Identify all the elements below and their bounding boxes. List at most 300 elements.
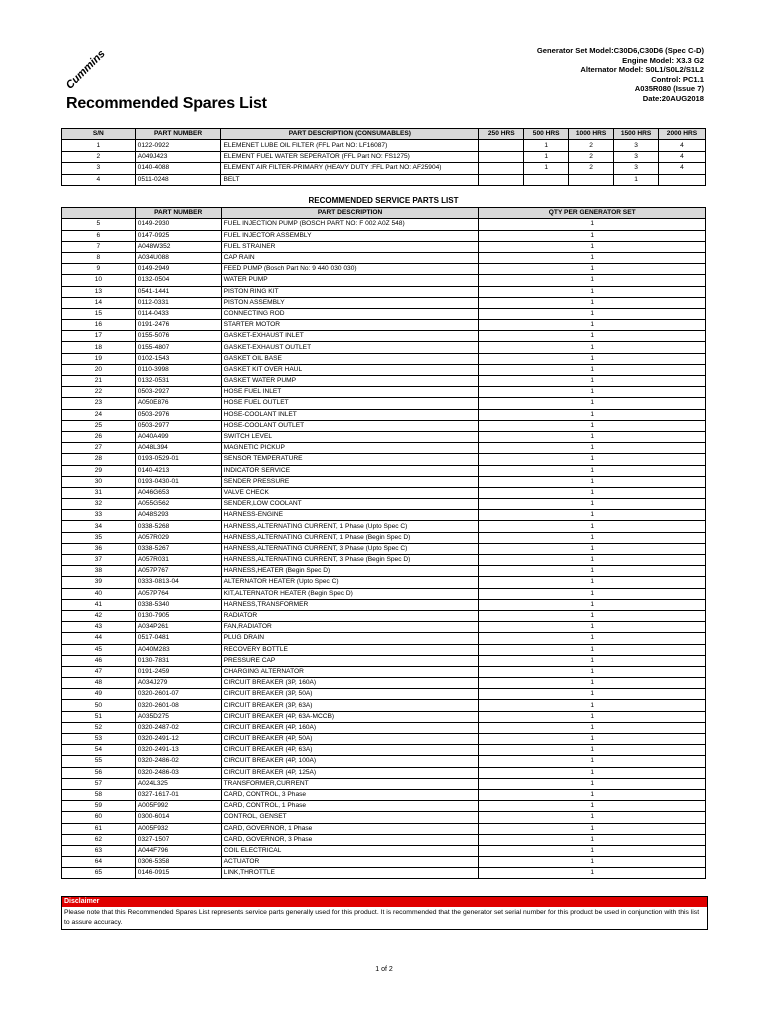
table-cell: PLUG DRAIN bbox=[221, 633, 479, 644]
consumables-header-0: S/N bbox=[62, 129, 136, 140]
table-cell: HARNESS,ALTERNATING CURRENT, 1 Phase (Upto Spec C) bbox=[221, 521, 479, 532]
table-cell: INDICATOR SERVICE bbox=[221, 465, 479, 476]
table-row bbox=[62, 454, 706, 465]
table-cell: ELEMENET LUBE OIL FILTER (FFL Part NO: LF16087) bbox=[221, 140, 479, 151]
table-cell: 1 bbox=[479, 566, 706, 577]
table-cell: 1 bbox=[479, 689, 706, 700]
table-row bbox=[62, 633, 706, 644]
table-cell: 7 bbox=[62, 241, 136, 252]
table-cell: SWITCH LEVEL bbox=[221, 431, 479, 442]
consumables-header-3: 250 HRS bbox=[479, 129, 524, 140]
table-row bbox=[62, 297, 706, 308]
table-cell: 33 bbox=[62, 510, 136, 521]
table-cell: HOSE FUEL INLET bbox=[221, 387, 479, 398]
table-cell: CIRCUIT BREAKER (4P, 160A) bbox=[221, 722, 479, 733]
table-cell: GASKET KIT OVER HAUL bbox=[221, 364, 479, 375]
table-cell: 1 bbox=[479, 622, 706, 633]
table-cell: 6 bbox=[62, 230, 136, 241]
table-cell: 1 bbox=[479, 868, 706, 879]
table-cell: CARD, CONTROL, 1 Phase bbox=[221, 801, 479, 812]
table-row bbox=[62, 599, 706, 610]
table-cell: 54 bbox=[62, 745, 136, 756]
table-cell: 1 bbox=[479, 364, 706, 375]
table-cell: 43 bbox=[62, 622, 136, 633]
table-cell: CONTROL, GENSET bbox=[221, 812, 479, 823]
disclaimer-heading: Disclaimer bbox=[62, 897, 707, 907]
table-cell: 56 bbox=[62, 767, 136, 778]
table-row bbox=[62, 555, 706, 566]
table-cell: 1 bbox=[479, 476, 706, 487]
table-cell: 3 bbox=[614, 151, 659, 162]
table-row bbox=[62, 264, 706, 275]
table-cell: 0149-2949 bbox=[135, 264, 221, 275]
table-cell: 1 bbox=[479, 700, 706, 711]
table-cell: 59 bbox=[62, 801, 136, 812]
table-cell: PISTON RING KIT bbox=[221, 286, 479, 297]
table-cell: 57 bbox=[62, 778, 136, 789]
table-cell: 0193-0430-01 bbox=[135, 476, 221, 487]
table-cell: CARD, GOVERNOR, 1 Phase bbox=[221, 823, 479, 834]
table-cell: 0114-0433 bbox=[135, 308, 221, 319]
table-cell: 0511-0248 bbox=[135, 174, 221, 185]
table-cell bbox=[479, 151, 524, 162]
page-number: 1 of 2 bbox=[375, 966, 393, 973]
table-cell: 38 bbox=[62, 566, 136, 577]
service-parts-table bbox=[61, 207, 706, 879]
table-row bbox=[62, 151, 706, 162]
table-cell: TRANSFORMER,CURRENT bbox=[221, 778, 479, 789]
table-cell: 48 bbox=[62, 678, 136, 689]
table-cell: A024L325 bbox=[135, 778, 221, 789]
table-cell: 0541-1441 bbox=[135, 286, 221, 297]
table-cell: 35 bbox=[62, 532, 136, 543]
table-cell: 1 bbox=[524, 163, 569, 174]
table-cell: 1 bbox=[479, 320, 706, 331]
table-row bbox=[62, 476, 706, 487]
table-cell: HARNESS-ENGINE bbox=[221, 510, 479, 521]
table-row bbox=[62, 689, 706, 700]
table-cell: 1 bbox=[479, 767, 706, 778]
table-cell: RECOVERY BOTTLE bbox=[221, 644, 479, 655]
table-cell: 28 bbox=[62, 454, 136, 465]
table-cell: 1 bbox=[479, 465, 706, 476]
table-row bbox=[62, 823, 706, 834]
table-cell: 1 bbox=[614, 174, 659, 185]
table-cell: 0155-4807 bbox=[135, 342, 221, 353]
table-row bbox=[62, 801, 706, 812]
service-header-3: QTY PER GENERATOR SET bbox=[479, 208, 706, 219]
table-cell: 45 bbox=[62, 644, 136, 655]
table-cell: 47 bbox=[62, 666, 136, 677]
table-cell: 0327-1507 bbox=[135, 834, 221, 845]
table-row bbox=[62, 610, 706, 621]
table-row bbox=[62, 320, 706, 331]
table-cell: CONNECTING ROD bbox=[221, 308, 479, 319]
table-row bbox=[62, 622, 706, 633]
table-cell: 1 bbox=[479, 331, 706, 342]
table-cell: A046G653 bbox=[135, 487, 221, 498]
table-cell: 1 bbox=[479, 610, 706, 621]
table-cell: 1 bbox=[479, 286, 706, 297]
table-cell: 1 bbox=[479, 543, 706, 554]
table-cell: 0300-6014 bbox=[135, 812, 221, 823]
table-cell: PRESSURE CAP bbox=[221, 655, 479, 666]
table-row bbox=[62, 364, 706, 375]
table-cell: 23 bbox=[62, 398, 136, 409]
table-cell: A048W352 bbox=[135, 241, 221, 252]
table-cell: A005F992 bbox=[135, 801, 221, 812]
table-row bbox=[62, 745, 706, 756]
table-cell: 1 bbox=[479, 264, 706, 275]
table-cell: 4 bbox=[659, 151, 706, 162]
table-cell: 0338-5340 bbox=[135, 599, 221, 610]
table-cell: COIL ELECTRICAL bbox=[221, 845, 479, 856]
table-cell: 0503-2977 bbox=[135, 420, 221, 431]
table-cell: A035D275 bbox=[135, 711, 221, 722]
table-cell: 0517-0481 bbox=[135, 633, 221, 644]
table-cell: 1 bbox=[479, 252, 706, 263]
table-cell: 4 bbox=[62, 174, 136, 185]
generator-meta bbox=[537, 46, 704, 104]
table-cell: 49 bbox=[62, 689, 136, 700]
table-cell: 0503-2976 bbox=[135, 409, 221, 420]
table-cell: 0130-7831 bbox=[135, 655, 221, 666]
table-cell: GASKET OIL BASE bbox=[221, 353, 479, 364]
consumables-header-4: 500 HRS bbox=[524, 129, 569, 140]
table-row bbox=[62, 487, 706, 498]
table-cell: A040M283 bbox=[135, 644, 221, 655]
table-cell: 65 bbox=[62, 868, 136, 879]
table-cell: 44 bbox=[62, 633, 136, 644]
table-row bbox=[62, 778, 706, 789]
table-cell: 1 bbox=[479, 443, 706, 454]
table-cell: 32 bbox=[62, 499, 136, 510]
table-cell: 1 bbox=[479, 353, 706, 364]
table-cell: 1 bbox=[479, 845, 706, 856]
table-row bbox=[62, 376, 706, 387]
table-cell: 64 bbox=[62, 857, 136, 868]
table-row bbox=[62, 163, 706, 174]
table-cell: 1 bbox=[479, 666, 706, 677]
table-cell: 1 bbox=[479, 633, 706, 644]
service-header-0 bbox=[62, 208, 136, 219]
table-cell: 0338-5268 bbox=[135, 521, 221, 532]
table-cell: 14 bbox=[62, 297, 136, 308]
table-cell: GASKET-EXHAUST OUTLET bbox=[221, 342, 479, 353]
table-cell: 17 bbox=[62, 331, 136, 342]
table-row bbox=[62, 543, 706, 554]
table-cell bbox=[659, 174, 706, 185]
table-cell: 30 bbox=[62, 476, 136, 487]
table-cell: 9 bbox=[62, 264, 136, 275]
table-row bbox=[62, 577, 706, 588]
table-cell: CIRCUIT BREAKER (4P, 63A-MCCB) bbox=[221, 711, 479, 722]
table-cell bbox=[479, 140, 524, 151]
consumables-header-1: PART NUMBER bbox=[135, 129, 221, 140]
table-cell: 19 bbox=[62, 353, 136, 364]
table-cell: 4 bbox=[659, 163, 706, 174]
meta-date: Date:20AUG2018 bbox=[642, 93, 704, 103]
disclaimer-text: Please note that this Recommended Spares List represents service parts generally used for this product. It is recommended that the generator set serial number for this product be used in conjunction with this list to assure accuracy. bbox=[64, 909, 700, 926]
table-cell: 20 bbox=[62, 364, 136, 375]
table-row bbox=[62, 409, 706, 420]
table-cell: A044F796 bbox=[135, 845, 221, 856]
table-cell: 1 bbox=[479, 745, 706, 756]
table-row bbox=[62, 241, 706, 252]
table-cell: 0140-4088 bbox=[135, 163, 221, 174]
table-row bbox=[62, 532, 706, 543]
table-cell: MAGNETIC PICKUP bbox=[221, 443, 479, 454]
table-cell: A057P764 bbox=[135, 588, 221, 599]
table-cell: 18 bbox=[62, 342, 136, 353]
table-cell: 1 bbox=[479, 241, 706, 252]
table-cell: HARNESS,HEATER (Begin Spec D) bbox=[221, 566, 479, 577]
table-cell: 0327-1617-01 bbox=[135, 789, 221, 800]
table-cell: FUEL STRAINER bbox=[221, 241, 479, 252]
table-row bbox=[62, 566, 706, 577]
table-cell: 2 bbox=[569, 163, 614, 174]
table-row bbox=[62, 789, 706, 800]
table-cell: 1 bbox=[479, 801, 706, 812]
table-cell: ELEMENT FUEL WATER SEPERATOR (FFL Part NO: FS1275) bbox=[221, 151, 479, 162]
table-row bbox=[62, 465, 706, 476]
table-cell: ELEMENT AIR FILTER-PRIMARY (HEAVY DUTY :FFL Part NO: AF25904) bbox=[221, 163, 479, 174]
table-cell: 1 bbox=[479, 487, 706, 498]
table-row bbox=[62, 678, 706, 689]
table-row bbox=[62, 767, 706, 778]
table-cell: A034J279 bbox=[135, 678, 221, 689]
table-cell: A005F932 bbox=[135, 823, 221, 834]
table-row bbox=[62, 353, 706, 364]
table-cell bbox=[524, 174, 569, 185]
table-cell: 0503-2927 bbox=[135, 387, 221, 398]
table-cell: 37 bbox=[62, 555, 136, 566]
table-row bbox=[62, 588, 706, 599]
table-cell: 40 bbox=[62, 588, 136, 599]
table-row bbox=[62, 521, 706, 532]
table-cell: CIRCUIT BREAKER (4P, 100A) bbox=[221, 756, 479, 767]
table-row bbox=[62, 387, 706, 398]
service-header-1: PART NUMBER bbox=[135, 208, 221, 219]
table-cell: 2 bbox=[569, 151, 614, 162]
table-cell: 61 bbox=[62, 823, 136, 834]
table-cell: LINK,THROTTLE bbox=[221, 868, 479, 879]
table-cell: 27 bbox=[62, 443, 136, 454]
table-row bbox=[62, 734, 706, 745]
table-row bbox=[62, 331, 706, 342]
table-row bbox=[62, 286, 706, 297]
table-cell: 1 bbox=[479, 409, 706, 420]
table-cell: CAP RAIN bbox=[221, 252, 479, 263]
table-cell: 1 bbox=[524, 151, 569, 162]
table-cell: 10 bbox=[62, 275, 136, 286]
table-row bbox=[62, 443, 706, 454]
table-cell: 0149-2930 bbox=[135, 219, 221, 230]
table-cell: 1 bbox=[479, 734, 706, 745]
meta-document-id: A035R080 (Issue 7) bbox=[634, 84, 704, 94]
consumables-table bbox=[61, 128, 706, 186]
table-cell: STARTER MOTOR bbox=[221, 320, 479, 331]
table-cell: RADIATOR bbox=[221, 610, 479, 621]
table-cell: 0320-2491-13 bbox=[135, 745, 221, 756]
table-row bbox=[62, 812, 706, 823]
table-cell: 3 bbox=[614, 163, 659, 174]
table-cell: 1 bbox=[479, 857, 706, 868]
table-cell: BELT bbox=[221, 174, 479, 185]
table-cell: 1 bbox=[524, 140, 569, 151]
table-cell: 1 bbox=[479, 655, 706, 666]
table-cell: 53 bbox=[62, 734, 136, 745]
table-cell: 1 bbox=[479, 778, 706, 789]
table-row bbox=[62, 252, 706, 263]
table-cell: 0320-2487-02 bbox=[135, 722, 221, 733]
table-cell: 0191-2476 bbox=[135, 320, 221, 331]
table-row bbox=[62, 510, 706, 521]
table-cell: 1 bbox=[479, 711, 706, 722]
table-cell: 29 bbox=[62, 465, 136, 476]
service-header-2: PART DESCRIPTION bbox=[221, 208, 479, 219]
table-cell: 1 bbox=[479, 812, 706, 823]
page-title: Recommended Spares List bbox=[66, 95, 267, 112]
table-cell: 0110-3998 bbox=[135, 364, 221, 375]
table-cell: 0193-0529-01 bbox=[135, 454, 221, 465]
table-cell: 4 bbox=[659, 140, 706, 151]
table-cell: 58 bbox=[62, 789, 136, 800]
table-row bbox=[62, 722, 706, 733]
table-cell: A057P767 bbox=[135, 566, 221, 577]
table-cell: 0320-2491-12 bbox=[135, 734, 221, 745]
table-row bbox=[62, 644, 706, 655]
table-cell: HOSE FUEL OUTLET bbox=[221, 398, 479, 409]
table-cell: 0140-4213 bbox=[135, 465, 221, 476]
table-row bbox=[62, 845, 706, 856]
table-cell: 50 bbox=[62, 700, 136, 711]
table-cell: 42 bbox=[62, 610, 136, 621]
table-cell bbox=[479, 174, 524, 185]
table-cell: 0132-0504 bbox=[135, 275, 221, 286]
table-cell: 1 bbox=[62, 140, 136, 151]
table-cell: 2 bbox=[62, 151, 136, 162]
table-cell: A048L394 bbox=[135, 443, 221, 454]
table-row bbox=[62, 230, 706, 241]
table-cell: HOSE-COOLANT OUTLET bbox=[221, 420, 479, 431]
table-cell: 41 bbox=[62, 599, 136, 610]
table-row bbox=[62, 655, 706, 666]
table-row bbox=[62, 308, 706, 319]
table-cell bbox=[569, 174, 614, 185]
table-cell: 63 bbox=[62, 845, 136, 856]
table-cell: 1 bbox=[479, 521, 706, 532]
table-row bbox=[62, 398, 706, 409]
table-row bbox=[62, 275, 706, 286]
table-cell: GASKET-EXHAUST INLET bbox=[221, 331, 479, 342]
table-cell: 3 bbox=[614, 140, 659, 151]
table-cell: FEED PUMP (Bosch Part No: 9 440 030 030) bbox=[221, 264, 479, 275]
consumables-header-6: 1500 HRS bbox=[614, 129, 659, 140]
table-cell: SENSOR TEMPERATURE bbox=[221, 454, 479, 465]
table-cell: A040A499 bbox=[135, 431, 221, 442]
table-cell: 1 bbox=[479, 789, 706, 800]
table-cell: 39 bbox=[62, 577, 136, 588]
table-cell: 0102-1543 bbox=[135, 353, 221, 364]
table-cell: A034U088 bbox=[135, 252, 221, 263]
table-row bbox=[62, 420, 706, 431]
table-cell: 16 bbox=[62, 320, 136, 331]
table-cell: 0191-2459 bbox=[135, 666, 221, 677]
table-cell: 52 bbox=[62, 722, 136, 733]
meta-control: Control: PC1.1 bbox=[651, 74, 704, 84]
table-cell: 1 bbox=[479, 834, 706, 845]
table-cell: A057R031 bbox=[135, 555, 221, 566]
table-cell: 1 bbox=[479, 398, 706, 409]
table-cell: 51 bbox=[62, 711, 136, 722]
table-row bbox=[62, 666, 706, 677]
table-cell: A034P261 bbox=[135, 622, 221, 633]
table-cell bbox=[479, 163, 524, 174]
table-cell: HARNESS,ALTERNATING CURRENT, 3 Phase (Begin Spec D) bbox=[221, 555, 479, 566]
table-cell: 1 bbox=[479, 577, 706, 588]
table-cell: 0130-7905 bbox=[135, 610, 221, 621]
table-row bbox=[62, 834, 706, 845]
cummins-logo bbox=[62, 46, 108, 92]
table-cell: 25 bbox=[62, 420, 136, 431]
table-cell: 1 bbox=[479, 678, 706, 689]
table-cell: 1 bbox=[479, 420, 706, 431]
table-cell: WATER PUMP bbox=[221, 275, 479, 286]
meta-alternator-model: Alternator Model: S0L1/S0L2/S1L2 bbox=[580, 65, 704, 75]
table-cell: 0122-0922 bbox=[135, 140, 221, 151]
table-cell: CARD, GOVERNOR, 3 Phase bbox=[221, 834, 479, 845]
table-row bbox=[62, 756, 706, 767]
table-cell: 0146-0915 bbox=[135, 868, 221, 879]
table-cell: 34 bbox=[62, 521, 136, 532]
table-cell: FUEL INJECTION PUMP (BOSCH PART NO: F 002 A0Z 548) bbox=[221, 219, 479, 230]
table-cell: 1 bbox=[479, 555, 706, 566]
table-cell: ALTERNATOR HEATER (Upto Spec C) bbox=[221, 577, 479, 588]
table-cell: CIRCUIT BREAKER (3P, 160A) bbox=[221, 678, 479, 689]
table-cell: 26 bbox=[62, 431, 136, 442]
table-cell: 2 bbox=[569, 140, 614, 151]
table-cell: 0333-0813-04 bbox=[135, 577, 221, 588]
meta-engine-model: Engine Model: X3.3 G2 bbox=[622, 55, 704, 65]
table-cell: SENDER PRESSURE bbox=[221, 476, 479, 487]
table-cell: VALVE CHECK bbox=[221, 487, 479, 498]
table-cell: 1 bbox=[479, 599, 706, 610]
table-row bbox=[62, 857, 706, 868]
table-cell: 0338-5267 bbox=[135, 543, 221, 554]
table-cell: FUEL INJECTOR ASSEMBLY bbox=[221, 230, 479, 241]
table-cell: CIRCUIT BREAKER (3P, 50A) bbox=[221, 689, 479, 700]
table-row bbox=[62, 711, 706, 722]
table-cell: 22 bbox=[62, 387, 136, 398]
table-cell: 62 bbox=[62, 834, 136, 845]
table-row bbox=[62, 431, 706, 442]
table-cell: CIRCUIT BREAKER (4P, 63A) bbox=[221, 745, 479, 756]
table-cell: 1 bbox=[479, 297, 706, 308]
table-cell: CIRCUIT BREAKER (4P, 50A) bbox=[221, 734, 479, 745]
table-row bbox=[62, 499, 706, 510]
table-cell: CIRCUIT BREAKER (3P, 63A) bbox=[221, 700, 479, 711]
table-cell: 21 bbox=[62, 376, 136, 387]
table-cell: 0306-5358 bbox=[135, 857, 221, 868]
table-cell: 1 bbox=[479, 219, 706, 230]
table-cell: PISTON ASSEMBLY bbox=[221, 297, 479, 308]
table-cell: 1 bbox=[479, 454, 706, 465]
table-cell: 1 bbox=[479, 756, 706, 767]
table-cell: 55 bbox=[62, 756, 136, 767]
table-cell: HARNESS,ALTERNATING CURRENT, 1 Phase (Begin Spec D) bbox=[221, 532, 479, 543]
table-cell: 1 bbox=[479, 342, 706, 353]
